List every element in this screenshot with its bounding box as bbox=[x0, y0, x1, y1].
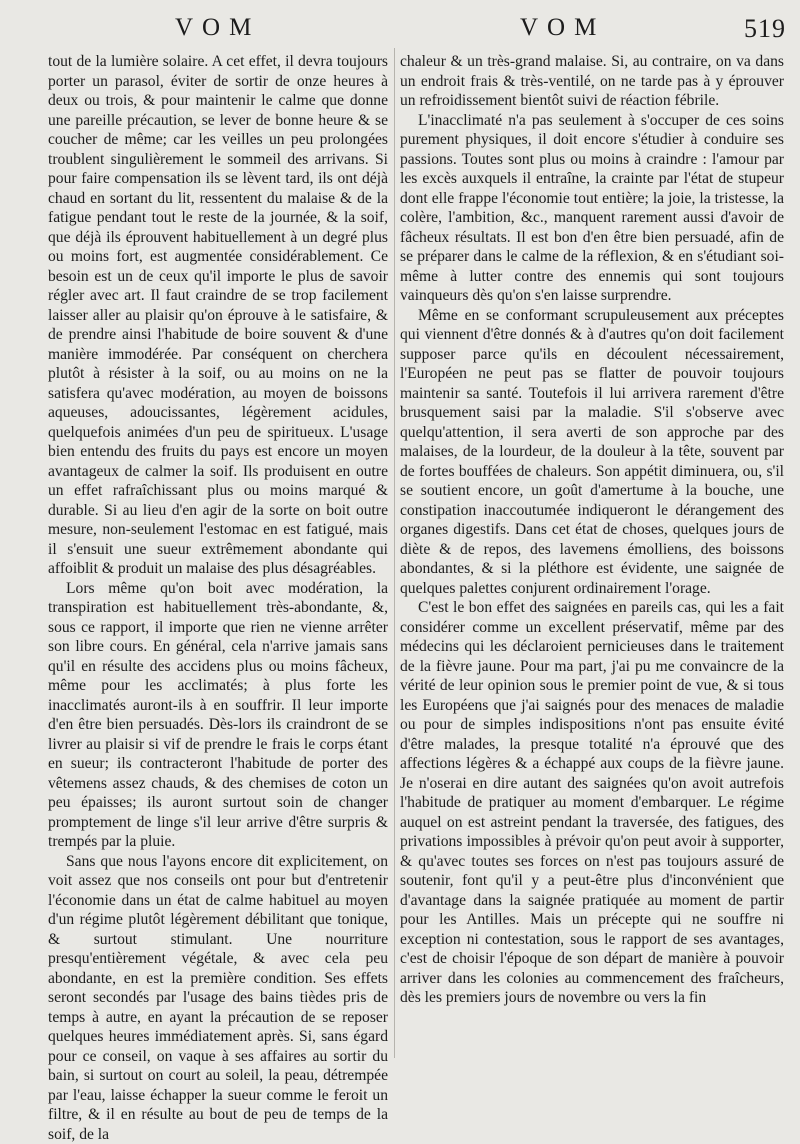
column-divider bbox=[394, 48, 395, 1058]
paragraph: C'est le bon effet des saignées en pareils cas, qui les a fait considérer comme un excellent préservatif, même par des médecins qui les déclaroient pernicieuses dans le traitement de la fièvre jaune. Pour ma part, j'ai pu me convaincre de la vérité de leur opinion sous le premier point de vue, & si tous les Européens que j'ai saignés pour des menaces de maladie ou pour de simples indispositions n'ont pas ensuite évité d'être malades, la presque totalité n'a éprouvé que des affections légères & a échappé aux coups de la fièvre jaune. Je n'oserai en dire autant des saignées qu'on avoit autrefois l'habitude de pratiquer au moment d'embarquer. Le régime auquel on est astreint pendant la traversée, des fatigues, des privations impossibles à prévoir qu'on peut avoir à supporter, & qu'avec toutes ses forces on n'est pas toujours assuré de soutenir, font qu'il y a peut-être plus d'inconvénient que d'avantage dans la saignée pratiquée au moment de partir pour les Antilles. Mais un précepte qui ne souffre ni exception ni contestation, sous le rapport de ses avantages, c'est de choisir l'époque de son départ de manière à pouvoir arriver dans les colonies au commencement des fraîcheurs, dès les premiers jours de novembre ou vers la fin bbox=[400, 598, 784, 1008]
running-head-right: VOM bbox=[520, 14, 605, 42]
paragraph: tout de la lumière solaire. A cet effet, il devra toujours porter un parasol, éviter de sortir de onze heures à deux ou trois, & pour maintenir le calme que donne une pareille précaution, se lever de bonne heure & se coucher de même; car les veilles un peu prolongées troublent singulièrement le sommeil des arrivans. Si pour faire compensation ils se lèvent tard, ils ont déjà chaud en sortant du lit, ressentent du malaise & de la fatigue pendant tout le reste de la journée, & la soif, que déjà ils éprouvent habituellement à un degré plus ou moins fort, est augmentée considérablement. Ce besoin est un de ceux qu'il importe le plus de savoir régler avec art. Il faut craindre de se trop facilement laisser aller au plaisir qu'on éprouve à le satisfaire, & de prendre ainsi l'habitude de boire souvent & d'une manière immodérée. Par conséquent on cherchera plutôt à résister à la soif, ou au moins on ne la satisfera qu'avec modération, au moyen de boissons aqueuses, adoucissantes, légèrement acidules, quelquefois animées d'un peu de spiritueux. L'usage bien entendu des fruits du pays est encore un moyen avantageux de calmer la soif. Ils produisent en outre un effet rafraîchissant plus ou moins marqué & durable. Si au lieu d'en agir de la sorte on boit outre mesure, non-seulement l'estomac en est fatigué, mais il s'ensuit une sueur extrêmement abondante qui affoiblit & produit un malaise des plus désagréables. bbox=[48, 52, 388, 579]
left-column bbox=[48, 52, 388, 1144]
paragraph: Même en se conformant scrupuleusement aux préceptes qui viennent d'être donnés & à d'autres qu'on doit facilement supposer parce qu'ils en découlent nécessairement, l'Européen ne peut pas se flatter de pouvoir toujours maintenir sa santé. Toutefois il lui arrivera rarement d'être brusquement saisi par la maladie. S'il s'observe avec quelqu'attention, il sera averti de son approche par des malaises, de la lourdeur, de la douleur à la tête, souvent par de fortes bouffées de chaleurs. Son appétit diminuera, ou, s'il se soutient encore, un goût d'amertume à la bouche, une constipation inaccoutumée indiqueront le dérangement des organes digestifs. Dans cet état de choses, quelques jours de diète & de repos, des lavemens émolliens, des boissons abondantes, & si la pléthore est évidente, une saignée de quelques palettes conjurent ordinairement l'orage. bbox=[400, 306, 784, 599]
paragraph: Lors même qu'on boit avec modération, la transpiration est habituellement très-abondante, &, sous ce rapport, il importe que rien ne vienne arrêter son libre cours. En général, cela n'arrive jamais sans qu'il en résulte des accidens plus ou moins fâcheux, même pour les acclimatés; à plus forte les inacclimatés auront-ils à en souffrir. Il leur importe d'en être bien persuadés. Dès-lors ils craindront de se livrer au plaisir si vif de prendre le frais le corps étant en sueur; ils contracteront l'habitude de porter des vêtemens assez chauds, & des chemises de coton un peu épaisses; ils auront surtout soin de changer promptement de linge s'il leur arrive d'être surpris & trempés par la pluie. bbox=[48, 579, 388, 852]
paragraph: chaleur & un très-grand malaise. Si, au contraire, on va dans un endroit frais & très-ventilé, on ne tarde pas à y éprouver un refroidissement bientôt suivi de réaction fébrile. bbox=[400, 52, 784, 111]
right-column bbox=[400, 52, 784, 1008]
running-head-left: VOM bbox=[175, 14, 260, 42]
paragraph: L'inacclimaté n'a pas seulement à s'occuper de ces soins purement physiques, il doit encore s'étudier à conduire ses passions. Toutes sont plus ou moins à craindre : l'amour par les excès auxquels il entraîne, la crainte par l'état de stupeur dont elle frappe l'économie tout entière; la joie, la tristesse, la colère, l'ambition, &c., manquent rarement aussi d'avoir de fâcheux résultats. Il est bon d'en être bien persuadé, afin de se préparer dans le calme de la réflexion, & en s'étudiant soi-même à lutter contre des ennemis qui sont toujours vainqueurs dès qu'on s'en laisse surprendre. bbox=[400, 111, 784, 306]
page-number: 519 bbox=[744, 14, 786, 44]
paragraph: Sans que nous l'ayons encore dit explicitement, on voit assez que nos conseils ont pour but d'entretenir l'économie dans un état de calme habituel au moyen d'un régime plutôt légèrement débilitant que tonique, & surtout stimulant. Une nourriture presqu'entièrement végétale, & avec cela peu abondante, en est la première condition. Ses effets seront secondés par l'usage des bains tièdes pris de temps à autre, en ayant la précaution de se reposer quelques heures immédiatement après. Si, sans égard pour ce conseil, on vaque à ses affaires au sortir du bain, si surtout on court au soleil, la peau, détrempée par l'eau, laisse échapper la sueur comme le feroit un filtre, & il en résulte au bout de peu de temps de la soif, de la bbox=[48, 852, 388, 1144]
